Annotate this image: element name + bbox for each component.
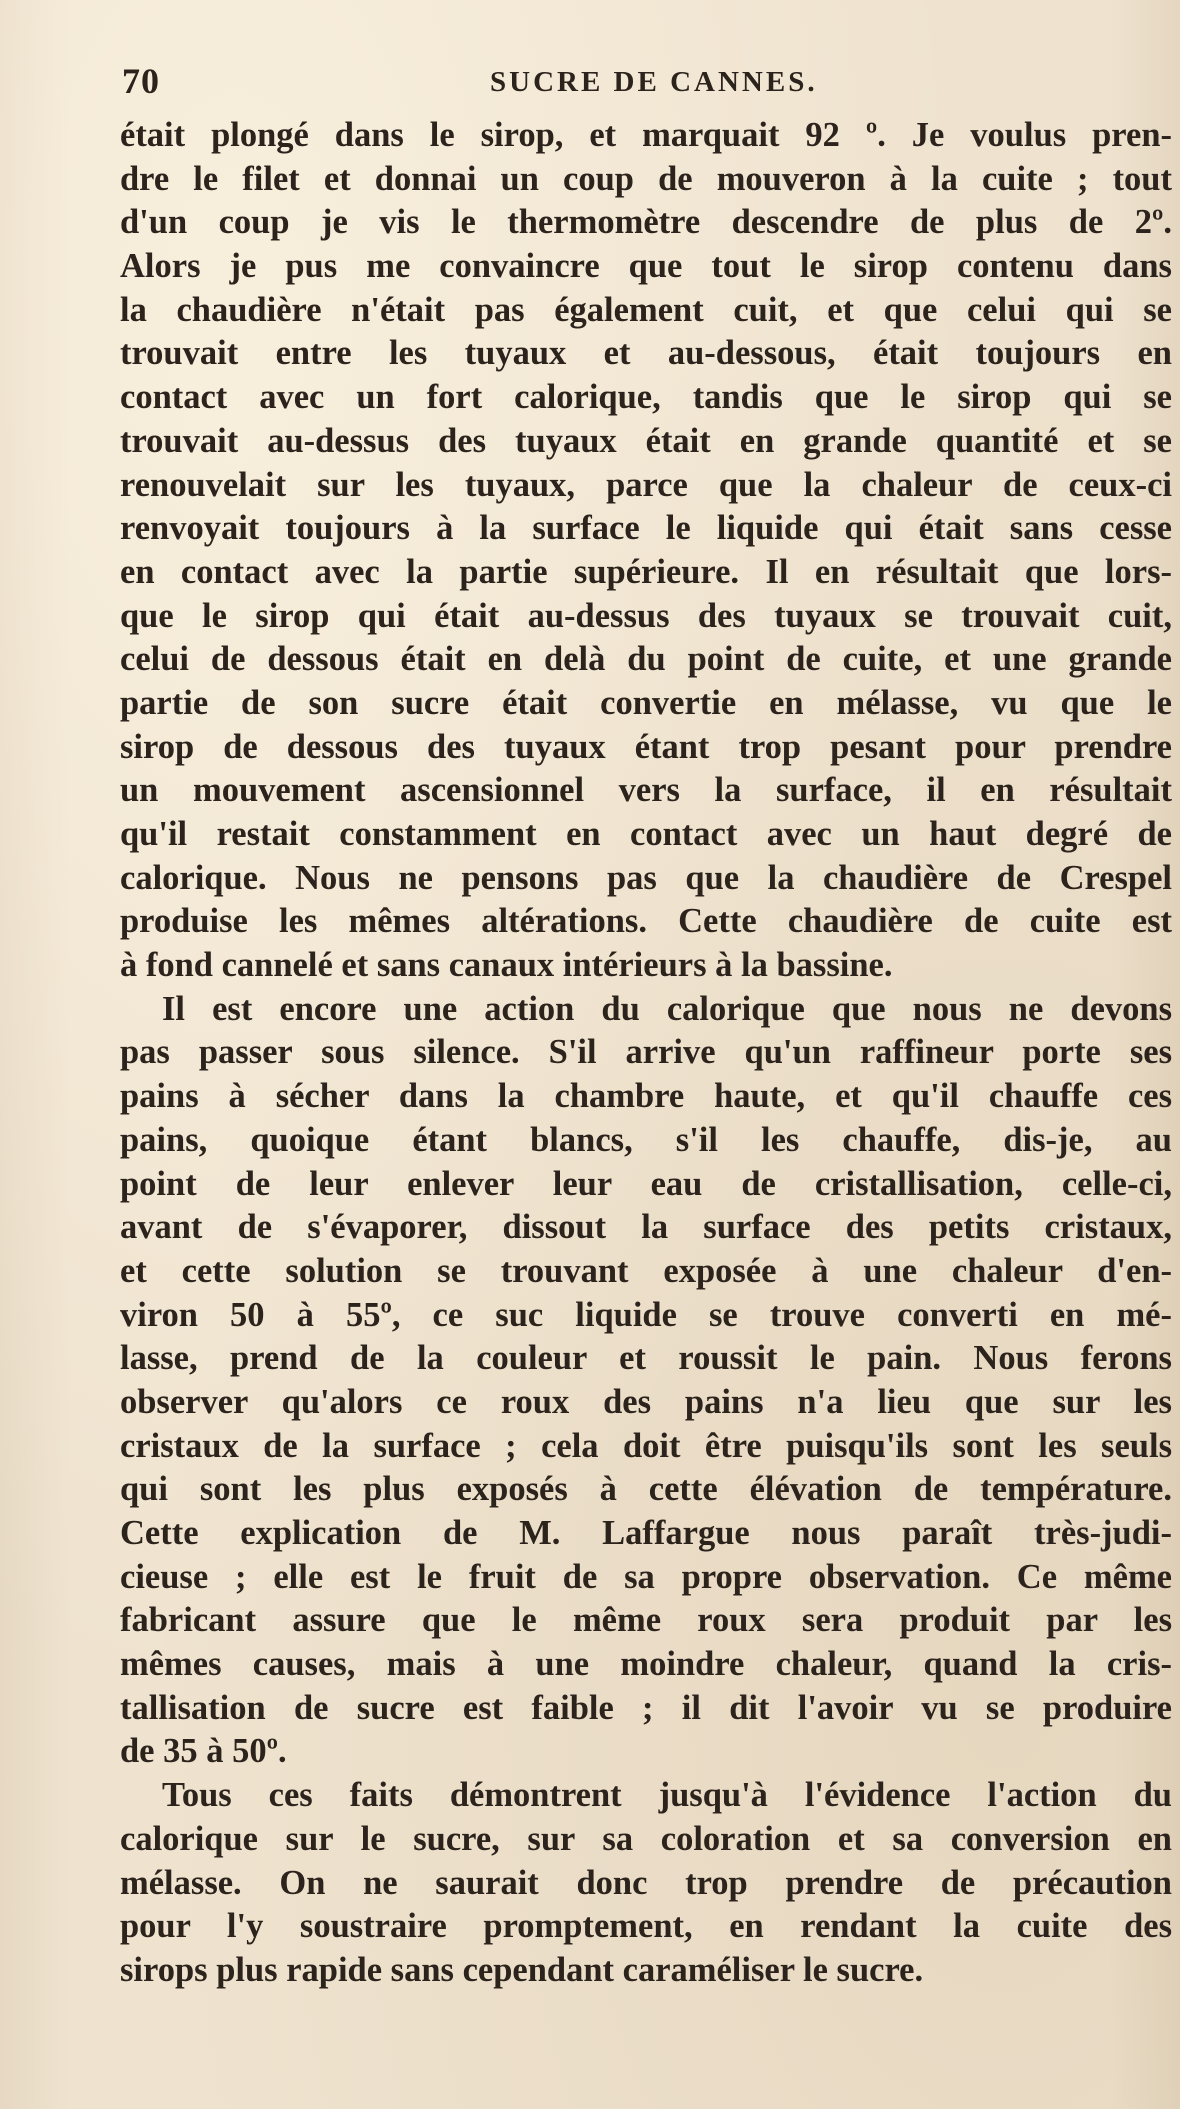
paragraph-last-line: sirops plus rapide sans cependant caraméliser le sucre. (120, 1950, 924, 1989)
text-line: point de leur enlever leur eau de cristallisation, celle-ci, (120, 1164, 1172, 1203)
text-line: lasse, prend de la couleur et roussit le pain. Nous ferons (120, 1339, 1172, 1378)
paragraph-last-line: de 35 à 50º. (120, 1732, 287, 1771)
text-line: cieuse ; elle est le fruit de sa propre observation. Ce même (120, 1557, 1172, 1596)
text-line: en contact avec la partie supérieure. Il en résultait que lors- (120, 552, 1172, 591)
text-line: produise les mêmes altérations. Cette chaudière de cuite est (120, 902, 1172, 941)
text-line: Alors je pus me convaincre que tout le sirop contenu dans (120, 247, 1172, 286)
text-line: mêmes causes, mais à une moindre chaleur, quand la cris- (120, 1645, 1172, 1684)
text-line: renouvelait sur les tuyaux, parce que la chaleur de ceux-ci (120, 465, 1172, 504)
paragraph-first-line: Tous ces faits démontrent jusqu'à l'évidence l'action du (162, 1776, 1172, 1815)
text-line: pour l'y soustraire promptement, en rendant la cuite des (120, 1907, 1172, 1946)
text-line: calorique. Nous ne pensons pas que la chaudière de Crespel (120, 858, 1172, 897)
text-line: pains à sécher dans la chambre haute, et qu'il chauffe ces (120, 1077, 1172, 1116)
text-line: la chaudière n'était pas également cuit, et que celui qui se (120, 290, 1172, 329)
text-line: mélasse. On ne saurait donc trop prendre de précaution (120, 1863, 1172, 1902)
text-line: viron 50 à 55º, ce suc liquide se trouve converti en mé- (120, 1295, 1172, 1334)
text-line: partie de son sucre était convertie en mélasse, vu que le (120, 683, 1172, 722)
text-line: pas passer sous silence. S'il arrive qu'un raffineur porte ses (120, 1033, 1172, 1072)
text-line: un mouvement ascensionnel vers la surface, il en résultait (120, 771, 1172, 810)
text-line: trouvait au-dessus des tuyaux était en grande quantité et se (120, 421, 1172, 460)
text-line: était plongé dans le sirop, et marquait 92 º. Je voulus pren- (120, 116, 1172, 154)
text-line: qui sont les plus exposés à cette élévation de température. (120, 1470, 1172, 1509)
text-line: pains, quoique étant blancs, s'il les chauffe, dis-je, au (120, 1120, 1172, 1159)
text-line: observer qu'alors ce roux des pains n'a lieu que sur les (120, 1382, 1172, 1421)
text-line: trouvait entre les tuyaux et au-dessous, était toujours en (120, 334, 1172, 373)
text-line: tallisation de sucre est faible ; il dit l'avoir vu se produire (120, 1688, 1172, 1727)
text-line: celui de dessous était en delà du point de cuite, et une grande (120, 640, 1172, 679)
text-line: cristaux de la surface ; cela doit être puisqu'ils sont les seuls (120, 1426, 1172, 1465)
page-number: 70 (122, 61, 160, 101)
text-line: contact avec un fort calorique, tandis que le sirop qui se (120, 378, 1172, 417)
text-line: et cette solution se trouvant exposée à une chaleur d'en- (120, 1251, 1172, 1290)
text-line: dre le filet et donnai un coup de mouveron à la cuite ; tout (120, 159, 1172, 198)
text-line: calorique sur le sucre, sur sa coloration et sa conversion en (120, 1819, 1172, 1858)
text-line: sirop de dessous des tuyaux étant trop pesant pour prendre (120, 727, 1172, 766)
text-line: fabricant assure que le même roux sera produit par les (120, 1601, 1172, 1640)
text-line: qu'il restait constamment en contact avec un haut degré de (120, 815, 1172, 853)
paragraph-last-line: à fond cannelé et sans canaux intérieurs à la bassine. (120, 946, 893, 985)
text-line: que le sirop qui était au-dessus des tuyaux se trouvait cuit, (120, 596, 1172, 635)
text-line: Cette explication de M. Laffargue nous paraît très-judi- (120, 1514, 1172, 1552)
text-line: d'un coup je vis le thermomètre descendre de plus de 2º. (120, 203, 1172, 242)
body-text (120, 114, 1172, 1993)
running-title: SUCRE DE CANNES. (490, 66, 818, 98)
paragraph-first-line: Il est encore une action du calorique que nous ne devons (162, 989, 1172, 1028)
text-line: avant de s'évaporer, dissout la surface des petits cristaux, (120, 1208, 1172, 1247)
running-head (122, 60, 1162, 104)
text-line: renvoyait toujours à la surface le liquide qui était sans cesse (120, 509, 1172, 548)
